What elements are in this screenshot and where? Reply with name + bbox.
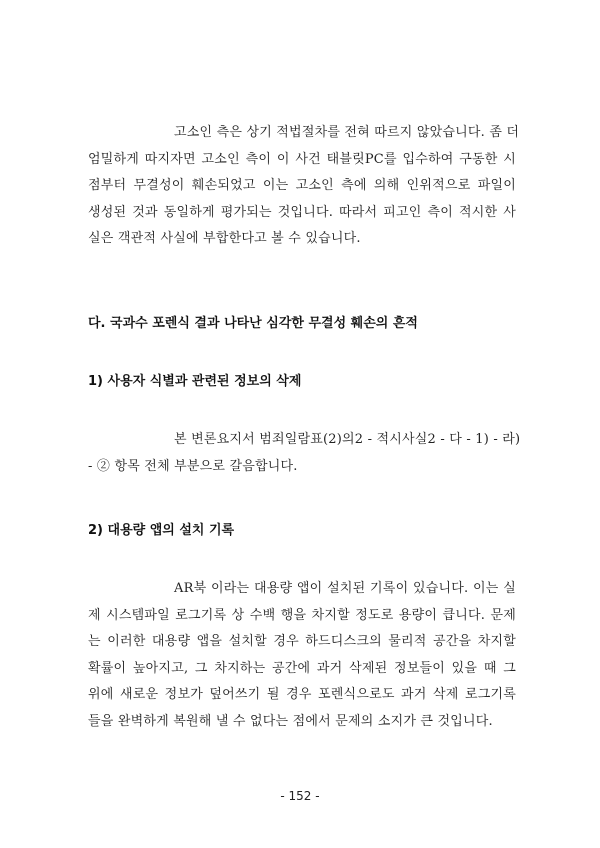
paragraph-line: 생성된 것과 동일하게 평가되는 것입니다. 따라서 피고인 측이 적시한 사 xyxy=(88,204,516,220)
paragraph-user-info-deletion xyxy=(88,427,521,480)
paragraph-line: 제 시스템파일 로그기록 상 수백 행을 차지할 정도로 용량이 큽니다. 문제 xyxy=(88,607,516,623)
paragraph-line: 들을 완벽하게 복원해 낼 수 없다는 점에서 문제의 소지가 큰 것입니다. xyxy=(88,713,493,729)
section-heading-da: 다. 국과수 포렌식 결과 나타난 심각한 무결성 훼손의 흔적 xyxy=(88,316,418,331)
paragraph-line: 위에 새로운 정보가 덮어쓰기 될 경우 포렌식으로도 과거 삭제 로그기록 xyxy=(88,687,516,702)
paragraph-line: 엄밀하게 따지자면 고소인 측이 이 사건 태블릿PC를 입수하여 구동한 시 xyxy=(88,151,516,167)
subsection-heading-1: 1) 사용자 식별과 관련된 정보의 삭제 xyxy=(88,374,302,389)
paragraph-integrity-violation xyxy=(88,120,520,253)
paragraph-line: 점부터 무결성이 훼손되었고 이는 고소인 측에 의해 인위적으로 파일이 xyxy=(88,178,516,193)
subsection-heading-2: 2) 대용량 앱의 설치 기록 xyxy=(88,523,235,538)
paragraph-line: - ② 항목 전체 부분으로 갈음합니다. xyxy=(88,458,298,474)
paragraph-line: 확률이 높아지고, 그 차지하는 공간에 과거 삭제된 정보들이 있을 때 그 xyxy=(88,660,516,676)
paragraph-line: 실은 객관적 사실에 부합한다고 볼 수 있습니다. xyxy=(88,231,361,246)
paragraph-large-app-install xyxy=(88,576,516,735)
page-number: - 152 - xyxy=(280,789,320,803)
paragraph-line: AR북 이라는 대용량 앱이 설치된 기록이 있습니다. 이는 실 xyxy=(174,581,516,596)
paragraph-line: 고소인 측은 상기 적법절차를 전혀 따르지 않았습니다. 좀 더 xyxy=(174,125,520,140)
paragraph-line: 본 변론요지서 범죄일람표(2)의2 - 적시사실2 - 다 - 1) - 라) xyxy=(174,432,521,447)
paragraph-line: 는 이러한 대용량 앱을 설치할 경우 하드디스크의 물리적 공간을 차지할 xyxy=(88,634,516,649)
